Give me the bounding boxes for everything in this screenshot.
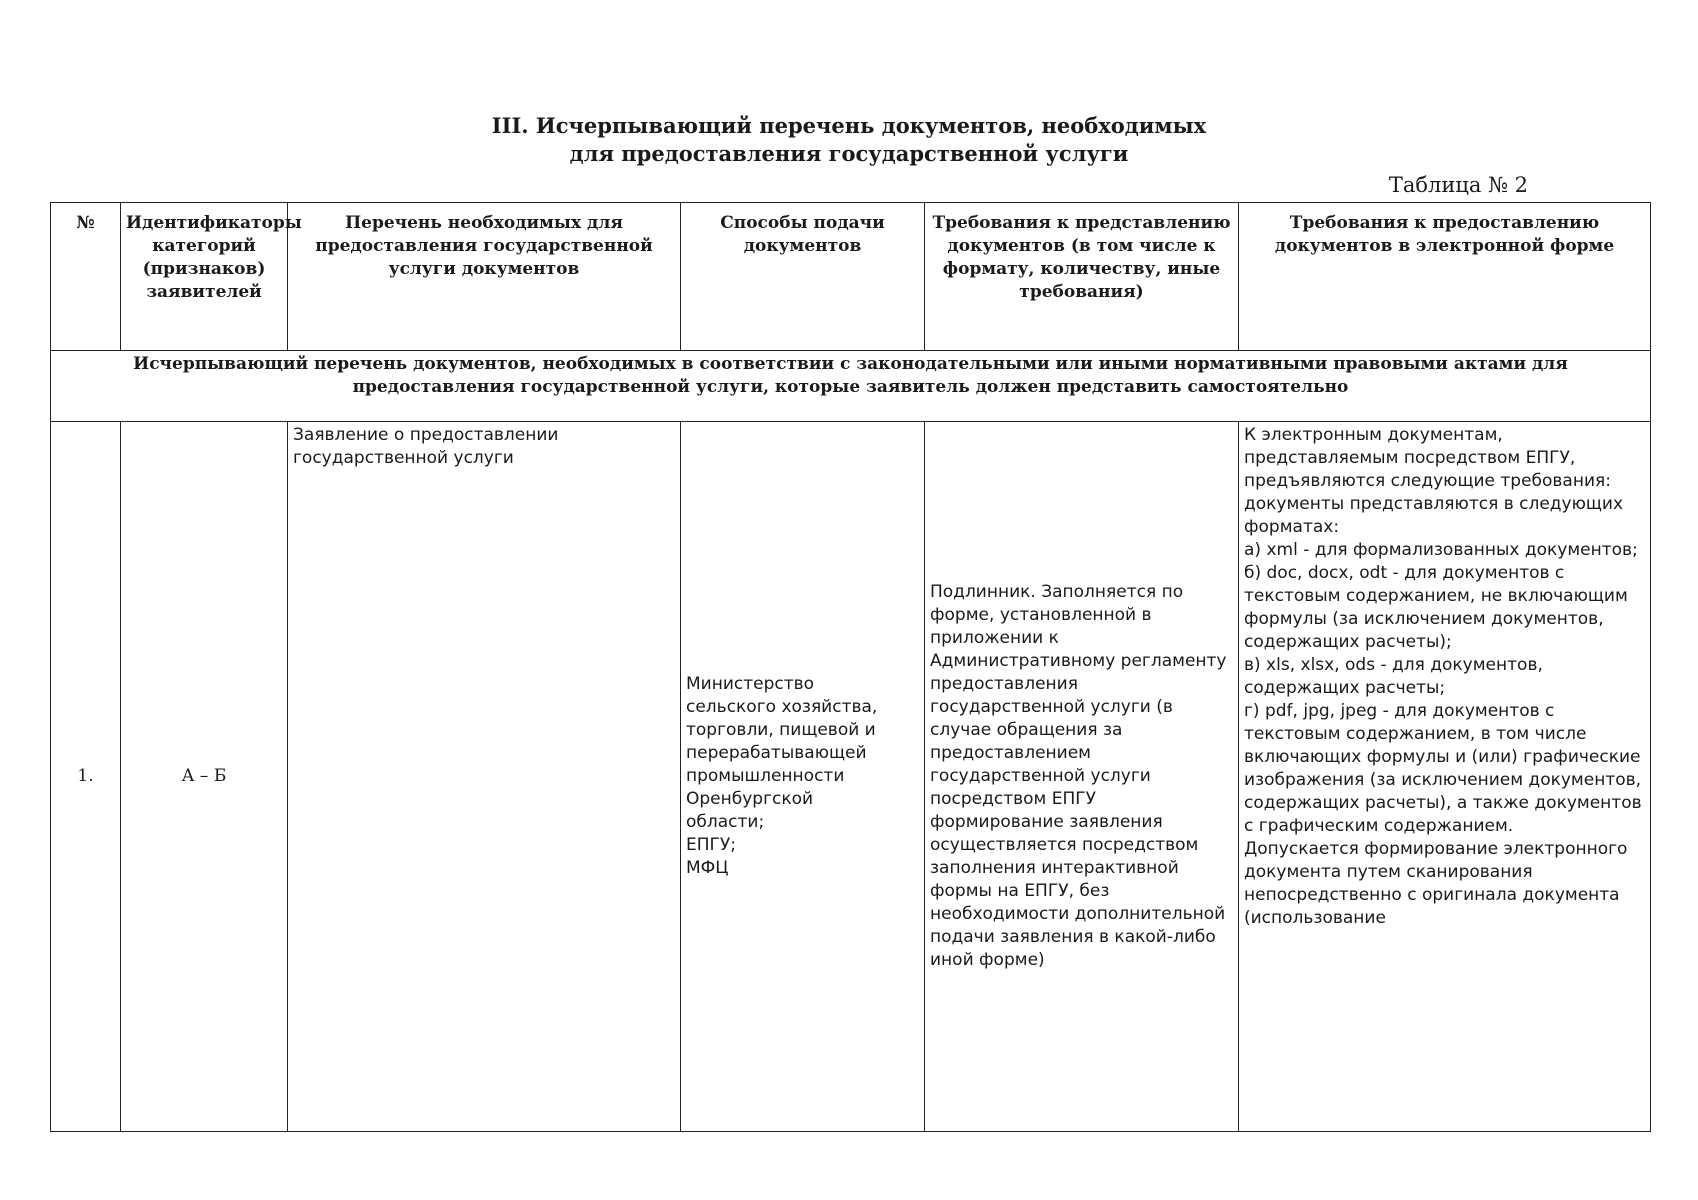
row-submission-methods: Министерство сельского хозяйства, торговли, пищевой и перерабатывающей промышленности Оренбургской области; ЕПГУ; МФЦ <box>681 422 925 1132</box>
section-heading-row <box>51 351 1651 422</box>
header-identifiers: Идентификаторы категорий (признаков) заявителей <box>121 203 288 351</box>
row-number: 1. <box>51 422 121 1132</box>
header-requirements: Требования к представлению документов (в том числе к формату, количеству, иные требования) <box>925 203 1239 351</box>
row-document-name: Заявление о предоставлении государственной услуги <box>288 422 681 1132</box>
row-identifiers: А – Б <box>121 422 288 1132</box>
title-line-2: для предоставления государственной услуги <box>569 141 1129 166</box>
header-document-list: Перечень необходимых для предоставления государственной услуги документов <box>288 203 681 351</box>
page-title <box>0 112 1698 168</box>
table-header-row <box>51 203 1651 351</box>
header-number: № <box>51 203 121 351</box>
header-submission-methods: Способы подачи документов <box>681 203 925 351</box>
header-electronic-requirements: Требования к предоставлению документов в электронной форме <box>1239 203 1651 351</box>
documents-table <box>50 202 1651 1132</box>
table-number: Таблица № 2 <box>1388 173 1528 197</box>
title-line-1: III. Исчерпывающий перечень документов, необходимых <box>491 113 1207 138</box>
row-electronic-requirements: К электронным документам, представляемым посредством ЕПГУ, предъявляются следующие требования: документы представляются в следующих форматах: а) xml - для формализованных документов; б) doc, docx, odt - для документов с текстовым содержанием, не включающим формулы (за исключением документов, содержащих расчеты); в) xls, xlsx, ods - для документов, содержащих расчеты; г) pdf, jpg, jpeg - для документов с текстовым содержанием, в том числе включающих формулы и (или) графические изображения (за исключением документов, содержащих расчеты), а также документов с графическим содержанием. Допускается формирование электронного документа путем сканирования непосредственно с оригинала документа (использование <box>1239 422 1651 1132</box>
table-row <box>51 422 1651 1132</box>
section-heading: Исчерпывающий перечень документов, необходимых в соответствии с законодательными или иными нормативными правовыми актами для предоставления государственной услуги, которые заявитель должен представить самостоятельно <box>51 351 1651 422</box>
row-requirements: Подлинник. Заполняется по форме, установленной в приложении к Административному регламенту предоставления государственной услуги (в случае обращения за предоставлением государственной услуги посредством ЕПГУ формирование заявления осуществляется посредством заполнения интерактивной формы на ЕПГУ, без необходимости дополнительной подачи заявления в какой-либо иной форме) <box>925 422 1239 1132</box>
